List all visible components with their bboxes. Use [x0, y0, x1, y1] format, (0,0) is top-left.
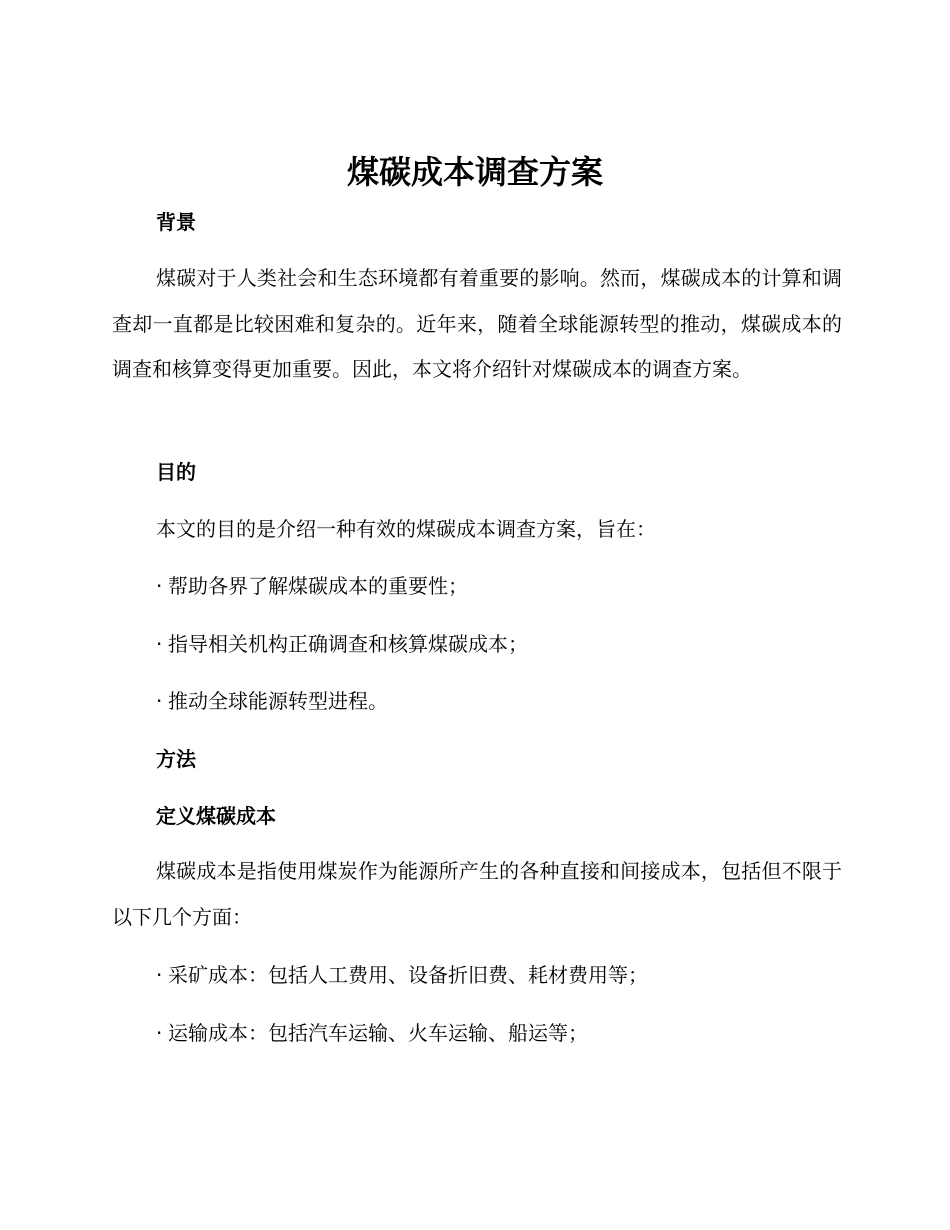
purpose-bullet-item	[156, 630, 528, 658]
purpose-bullet-item	[156, 687, 388, 715]
method-paragraph: 煤碳成本是指使用煤炭作为能源所产生的各种直接和间接成本，包括但不限于以下几个方面：	[112, 859, 842, 929]
section-heading-method: 方法	[156, 747, 196, 771]
method-bullet-item	[156, 961, 648, 989]
bullet-text: 指导相关机构正确调查和核算煤碳成本；	[168, 632, 528, 656]
bullet-text: 运输成本：包括汽车运输、火车运输、船运等；	[168, 1021, 588, 1045]
document-title: 煤碳成本调查方案	[346, 153, 603, 191]
section-heading-purpose: 目的	[156, 460, 196, 484]
bullet-dot: ·	[156, 963, 163, 987]
background-paragraph: 煤碳对于人类社会和生态环境都有着重要的影响。然而，煤碳成本的计算和调查却一直都是比较困难和复杂的。近年来，随着全球能源转型的推动，煤碳成本的调查和核算变得更加重要。因此，本文将介绍针对煤碳成本的调查方案。	[112, 266, 842, 381]
bullet-dot: ·	[156, 632, 163, 656]
method-bullet-item	[156, 1019, 588, 1047]
section-heading-background: 背景	[156, 210, 196, 234]
purpose-intro: 本文的目的是介绍一种有效的煤碳成本调查方案，旨在：	[156, 517, 656, 541]
subheading-define-cost: 定义煤碳成本	[156, 804, 276, 828]
bullet-dot: ·	[156, 689, 163, 713]
bullet-text: 推动全球能源转型进程。	[168, 689, 388, 713]
bullet-text: 帮助各界了解煤碳成本的重要性；	[168, 574, 468, 598]
bullet-text: 采矿成本：包括人工费用、设备折旧费、耗材费用等；	[168, 963, 648, 987]
purpose-bullet-item	[156, 572, 468, 600]
bullet-dot: ·	[156, 574, 163, 598]
bullet-dot: ·	[156, 1021, 163, 1045]
